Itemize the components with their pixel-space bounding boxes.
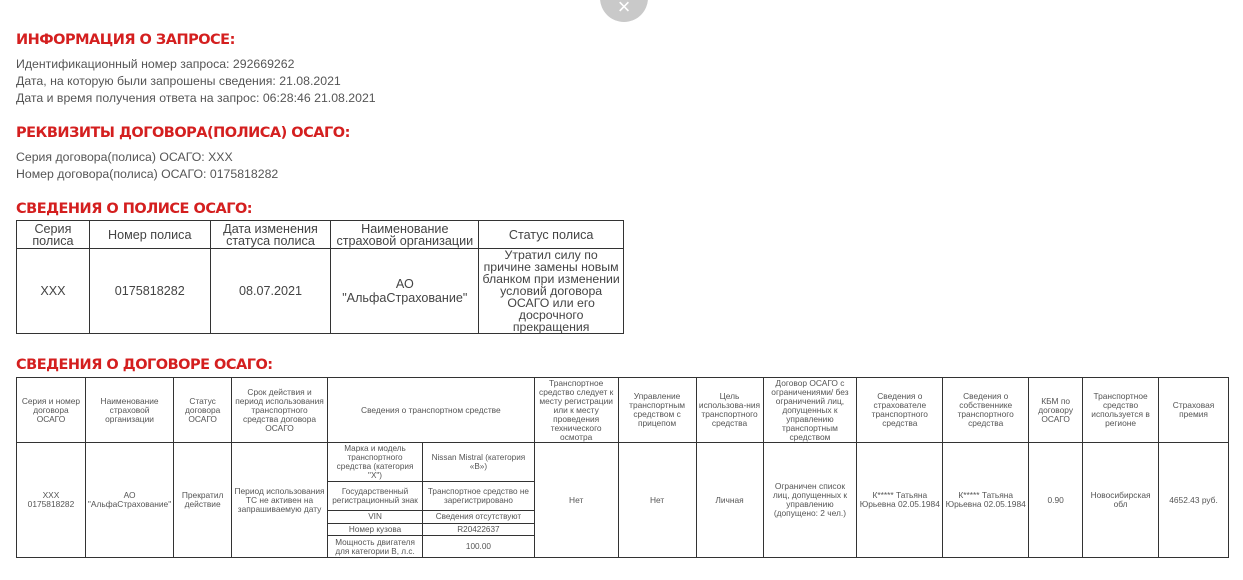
vehicle-power-value: 100.00 [423, 536, 534, 557]
contract-info-table [16, 377, 1229, 558]
request-id-line: Идентификационный номер запроса: 292669262 [16, 57, 295, 71]
kbm-cell: 0.90 [1029, 443, 1083, 558]
column-header: Дата изменения статуса полиса [210, 221, 331, 249]
close-icon: × [617, 0, 631, 19]
column-header: Договор ОСАГО с ограничениями/ без ограничений лиц, допущенных к управлению транспортным средством [763, 378, 857, 443]
table-header-row [17, 378, 1229, 443]
vehicle-make-value: Nissan Mistral (категория «B») [423, 443, 534, 482]
policy-series-cell: ХХХ [17, 249, 90, 334]
table-row [17, 443, 1229, 558]
column-header: Номер полиса [89, 221, 210, 249]
table-header-row [17, 221, 624, 249]
vehicle-plate-value: Транспортное средство не зарегистрировано [423, 482, 534, 511]
column-header: Цель использова-ния транспортного средства [696, 378, 763, 443]
contract-number-line: Номер договора(полиса) ОСАГО: 0175818282 [16, 167, 279, 181]
response-datetime-line: Дата и время получения ответа на запрос: 06:28:46 21.08.2021 [16, 91, 376, 105]
contract-insurer-cell: АО "АльфаСтрахование" [85, 443, 173, 558]
vehicle-info-cell [327, 443, 534, 558]
column-header: Транспортное средство используется в регионе [1083, 378, 1159, 443]
policy-insurer-cell: АО "АльфаСтрахование" [331, 249, 479, 334]
table-row [328, 536, 534, 557]
column-header: Транспортное средство следует к месту регистрации или к месту проведения технического осмотра [534, 378, 618, 443]
policy-number-cell: 0175818282 [89, 249, 210, 334]
column-header: Статус полиса [479, 221, 624, 249]
contract-period-cell: Период использования ТС не активен на запрашиваемую дату [232, 443, 328, 558]
contract-details-heading: РЕКВИЗИТЫ ДОГОВОРА(ПОЛИСА) ОСАГО: [16, 125, 350, 141]
column-header: Серия и номер договора ОСАГО [17, 378, 86, 443]
close-button[interactable] [600, 0, 648, 22]
column-header: Наименование страховой организации [331, 221, 479, 249]
table-row [328, 482, 534, 511]
column-header: Управление транспортным средством с прицепом [618, 378, 696, 443]
column-header: Сведения о собственнике транспортного средства [943, 378, 1029, 443]
policyholder-cell: К***** Татьяна Юрьевна 02.05.1984 [857, 443, 943, 558]
table-row [328, 523, 534, 536]
column-header: Срок действия и период использования транспортного средства договора ОСАГО [232, 378, 328, 443]
vehicle-body-label: Номер кузова [328, 523, 423, 536]
column-header: Наименование страховой организации [85, 378, 173, 443]
column-header: Страховая премия [1159, 378, 1229, 443]
restrictions-cell: Ограничен список лиц, допущенных к управлению (допущено: 2 чел.) [763, 443, 857, 558]
purpose-cell: Личная [696, 443, 763, 558]
vehicle-vin-value: Сведения отсутствуют [423, 510, 534, 523]
owner-cell: К***** Татьяна Юрьевна 02.05.1984 [943, 443, 1029, 558]
table-row [17, 249, 624, 334]
request-info-heading: ИНФОРМАЦИЯ О ЗАПРОСЕ: [16, 32, 235, 48]
table-row [328, 443, 534, 482]
column-header: Серия полиса [17, 221, 90, 249]
policy-info-heading: СВЕДЕНИЯ О ПОЛИСЕ ОСАГО: [16, 201, 253, 217]
policy-status-date-cell: 08.07.2021 [210, 249, 331, 334]
column-header: Статус договора ОСАГО [174, 378, 232, 443]
table-row [328, 510, 534, 523]
vehicle-plate-label: Государственный регистрационный знак [328, 482, 423, 511]
column-header: КБМ по договору ОСАГО [1029, 378, 1083, 443]
request-date-line: Дата, на которую были запрошены сведения: 21.08.2021 [16, 74, 341, 88]
column-header: Сведения о страхователе транспортного средства [857, 378, 943, 443]
policy-info-table [16, 220, 624, 334]
column-header: Сведения о транспортном средстве [327, 378, 534, 443]
trailer-cell: Нет [618, 443, 696, 558]
vehicle-body-value: R20422637 [423, 523, 534, 536]
vehicle-vin-label: VIN [328, 510, 423, 523]
contract-series-line: Серия договора(полиса) ОСАГО: ХХХ [16, 150, 233, 164]
vehicle-make-label: Марка и модель транспортного средства (категория "Х") [328, 443, 423, 482]
vehicle-info-table [328, 443, 534, 557]
contract-info-heading: СВЕДЕНИЯ О ДОГОВОРЕ ОСАГО: [16, 357, 273, 373]
to-registration-cell: Нет [534, 443, 618, 558]
vehicle-power-label: Мощность двигателя для категории B, л.с. [328, 536, 423, 557]
contract-series-number-cell: ХХХ 0175818282 [17, 443, 86, 558]
region-cell: Новосибирская обл [1083, 443, 1159, 558]
contract-status-cell: Прекратил действие [174, 443, 232, 558]
premium-cell: 4652.43 руб. [1159, 443, 1229, 558]
policy-status-cell: Утратил силу по причине замены новым бланком при изменении условий договора ОСАГО или его досрочного прекращения [479, 249, 624, 334]
